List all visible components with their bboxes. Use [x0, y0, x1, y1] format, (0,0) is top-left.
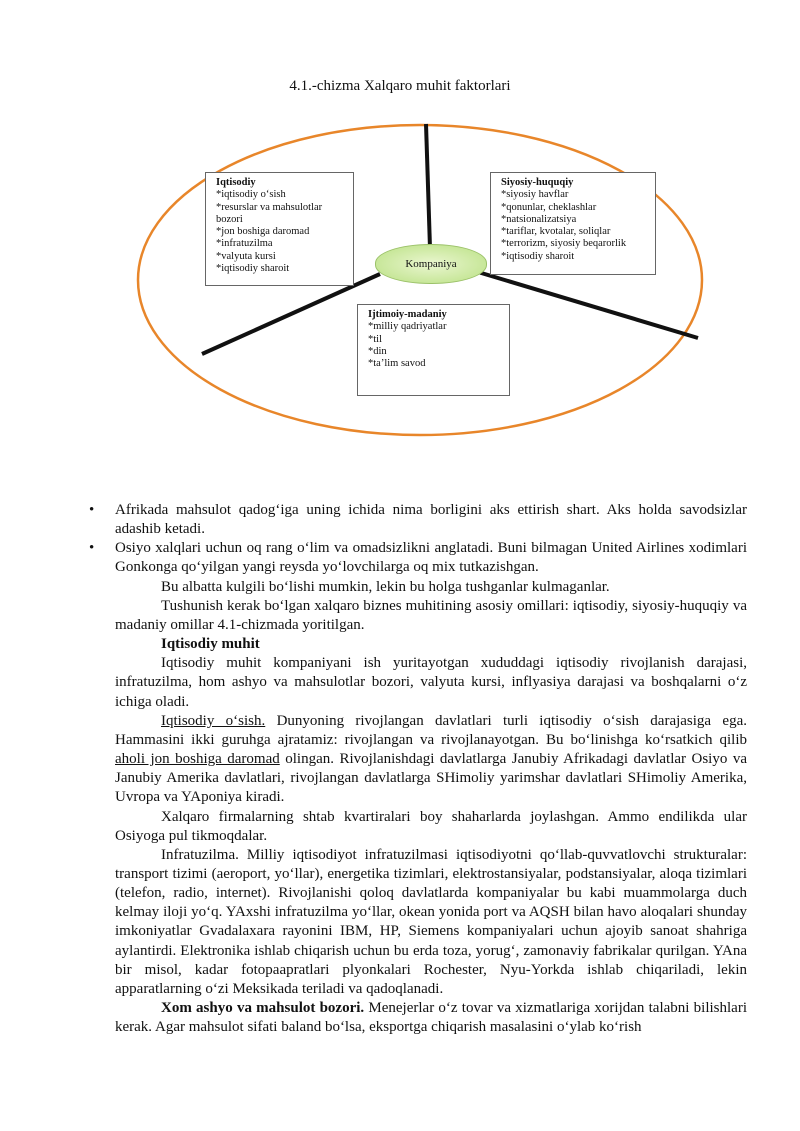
term-bold: Xom ashyo va mahsulot bozori.: [161, 1000, 365, 1017]
paragraph: Infratuzilma. Milliy iqtisodiyot infratuzilmasi iqtisodiyotni qo‘llab-quvvatlovchi strukturalar: transport tizimi (aeroport, yo‘llar), energetika tizimlari, elektrostansiyalar, podstansiyalar, aloqa tizimlari (telefon, radio, internet). Rivojlanishi qoloq davlatlarda kompaniyalar bu kabi muammolarga duch kelmay iloji yo‘q. YAxshi infratuzilma yo‘llar, okean yonida port va AQSH bilan havo aloqalari shunday imkoniyatlar Gvadalaxara rayonini IBM, HP, Siemens kompaniyalari uchun ajoyib sanoat shahriga aylantirdi. Elektronika ishlab chiqarish uchun bu erda toza, yorug‘, zamonaviy fabrikalar qurilgan. YAna bir misol, kadar fotopaapratlari plyonkalari Rochester, Nyu-Yorkda ishlab chiqariladi, lekin apparatlarning o‘zi Meksikada teriladi va qadoqlanadi.: [115, 846, 747, 997]
spoke-top: [426, 124, 430, 248]
economic-item: *jon boshiga daromad: [216, 226, 310, 238]
spoke-right: [478, 272, 698, 338]
body-text: [89, 501, 747, 1037]
spoke-left: [202, 274, 380, 354]
political-title: Siyosiy-huquqiy: [501, 177, 574, 188]
social-title: Ijtimoiy-madaniy: [368, 309, 447, 320]
term-underlined: Iqtisodiy o‘sish.: [161, 712, 266, 729]
paragraph-text: olingan. Rivojlanishdagi davlatlarga Janubiy Afrikadagi davlatlar Osiyo va Janubiy Amerika davlatlari, rivojlangan davlatlarga SHimoliy yarimshar davlatlari SHimoliy Amerika, Uvropa va YAponiya kiradi.: [115, 751, 747, 806]
economic-item: *infratuzilma: [216, 238, 273, 250]
political-item: *terrorizm, siyosiy beqarorlik: [501, 238, 627, 250]
section-heading: Iqtisodiy muhit: [161, 636, 260, 653]
bullet-dot-icon: •: [89, 502, 95, 518]
social-item: *til: [368, 333, 383, 345]
paragraph: Tushunish kerak bo‘lgan xalqaro biznes muhitining asosiy omillari: iqtisodiy, siyosiy-huquqiy va madaniy omillar 4.1-chizmada yoritilgan.: [115, 597, 747, 633]
social-item: *ta’lim savod: [368, 358, 426, 370]
bullet-item: [89, 501, 747, 539]
paragraph: Bu albatta kulgili bo‘lishi mumkin, lekin bu holga tushganlar kulmaganlar.: [161, 578, 610, 595]
social-box: [357, 304, 510, 396]
paragraph: [115, 712, 747, 808]
economic-box: [205, 172, 354, 286]
political-box: [490, 172, 656, 275]
political-item: *tariflar, kvotalar, soliqlar: [501, 226, 611, 238]
economic-title: Iqtisodiy: [216, 177, 256, 188]
social-item: *milliy qadriyatlar: [368, 321, 447, 333]
political-item: *natsionalizatsiya: [501, 213, 577, 225]
political-item: *siyosiy havflar: [501, 189, 569, 201]
economic-item: *valyuta kursi: [216, 250, 276, 262]
paragraph: Iqtisodiy muhit kompaniyani ish yuritayotgan xududdagi iqtisodiy rivojlanish darajasi, infratuzilma, hom ashyo va mahsulotlar bozori, valyuta kursi, inflyasiya darajasi va boshqalarni o‘z ichiga oladi.: [115, 655, 747, 710]
economic-item: *iqtisodiy o‘sish: [216, 189, 286, 201]
paragraph-text: Dunyoning rivojlangan davlatlari turli iqtisodiy o‘sish darajasiga ega. Hammasini ikki guruhga ajratamiz: rivojlangan va rivojlanayotgan. Bu bo‘linishga ko‘rsatkich qilib: [115, 712, 747, 748]
bullet-item: [89, 539, 747, 577]
figure-caption: 4.1.-chizma Xalqaro muhit faktorlari: [289, 78, 511, 94]
bullet-text: Afrikada mahsulot qadog‘iga uning ichida nima borligini aks ettirish shart. Aks holda savodsizlar adashib ketadi.: [115, 502, 747, 538]
paragraph: Xalqaro firmalarning shtab kvartiralari boy shaharlarda joylashgan. Ammo endilikda ular Osiyoga pul tikmoqdalar.: [115, 808, 747, 844]
paragraph-text: Menejerlar o‘z tovar va xizmatlariga xorijdan talabni bilishlari kerak. Agar mahsulot sifati baland bo‘lsa, eksportga chiqarish masalasini o‘ylab ko‘rish: [115, 1000, 747, 1036]
social-item: *din: [368, 345, 387, 357]
term-underlined: aholi jon boshiga daromad: [115, 751, 280, 768]
economic-item: *iqtisodiy sharoit: [216, 263, 290, 275]
political-item: *qonunlar, cheklashlar: [501, 201, 597, 213]
economic-item: *resurslar va mahsulotlar bozori: [216, 201, 325, 225]
bullet-text: Osiyo xalqlari uchun oq rang o‘lim va omadsizlikni anglatadi. Buni bilmagan United Airlines xodimlari Gonkonga qo‘yilgan yangi reysda yo‘lovchilarga oq mix tutkazishgan.: [115, 540, 747, 576]
paragraph: [115, 999, 747, 1037]
bullet-dot-icon: •: [89, 540, 95, 557]
political-item: *iqtisodiy sharoit: [501, 250, 575, 262]
company-hub: Kompaniya: [375, 244, 487, 284]
